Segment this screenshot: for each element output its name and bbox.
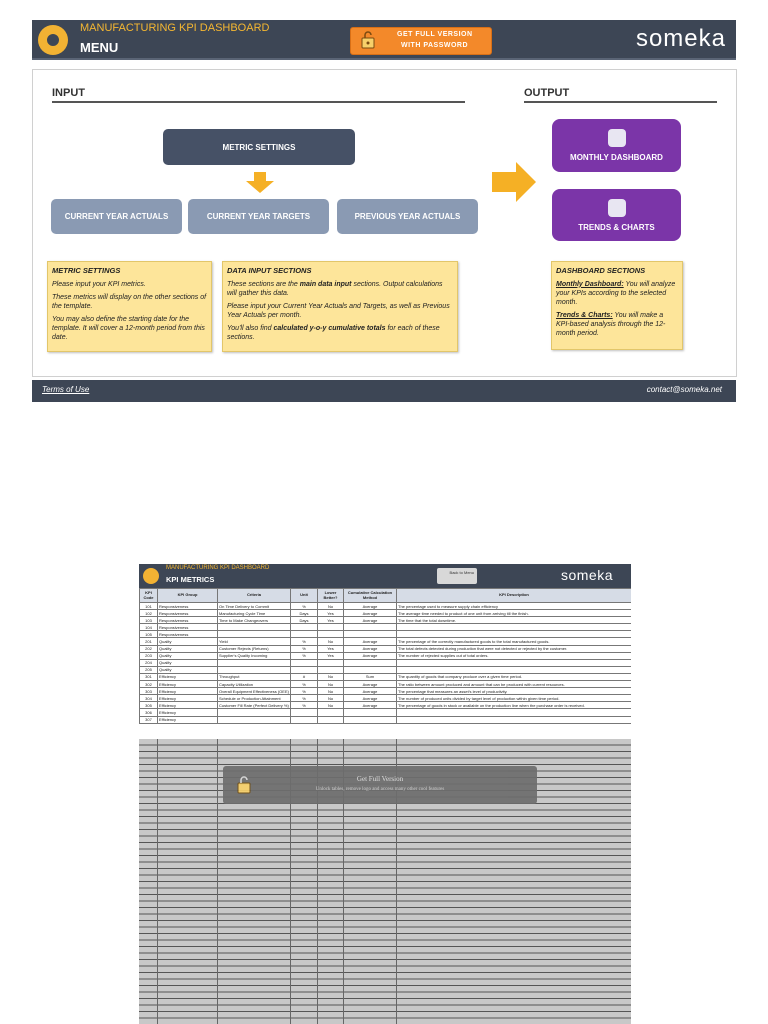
table-cell[interactable] bbox=[291, 631, 318, 638]
table-cell[interactable]: 307 bbox=[140, 716, 158, 723]
arrow-down-icon bbox=[245, 172, 275, 194]
table-cell[interactable]: No bbox=[318, 688, 344, 695]
table-cell[interactable]: 201 bbox=[140, 638, 158, 645]
full-version-label-2: WITH PASSWORD bbox=[401, 42, 469, 49]
table-cell[interactable] bbox=[344, 709, 397, 716]
arrow-right-icon bbox=[492, 162, 538, 202]
table-cell[interactable]: The quantity of goods that company produce over a given time period. bbox=[397, 673, 632, 680]
note-text: You'll also find calculated y-o-y cumulative totals for each of these sections. bbox=[227, 325, 440, 342]
table-cell[interactable]: Time to Make Changeovers bbox=[218, 617, 291, 624]
note-text: These sections are the main data input sections. Output calculations will gather this data. bbox=[227, 280, 443, 297]
table-cell[interactable]: Quality bbox=[158, 659, 218, 666]
table-cell[interactable]: The percentage of the correctly manufactured goods to the total manufactured goods. bbox=[397, 638, 632, 645]
table-cell[interactable]: Average bbox=[344, 603, 397, 610]
brand-logo[interactable]: someka bbox=[635, 25, 726, 52]
table-cell[interactable]: The ratio between amount produced and amount that can be produced with current resources. bbox=[397, 681, 632, 688]
table-row bbox=[140, 688, 632, 695]
table-cell[interactable] bbox=[318, 709, 344, 716]
table-cell[interactable]: 304 bbox=[140, 695, 158, 702]
table-cell[interactable]: Throughput bbox=[218, 673, 291, 680]
header-underline bbox=[32, 58, 736, 60]
table-cell[interactable]: Efficiency bbox=[158, 716, 218, 723]
column-header: KPI Code bbox=[140, 589, 158, 603]
app-header bbox=[32, 20, 736, 60]
metric-settings-button[interactable]: METRIC SETTINGS bbox=[163, 129, 355, 165]
table-cell[interactable]: Efficiency bbox=[158, 688, 218, 695]
current-year-actuals-button[interactable]: CURRENT YEAR ACTUALS bbox=[51, 199, 182, 234]
table-cell[interactable]: On Time Delivery to Commit bbox=[218, 603, 291, 610]
table-cell[interactable]: The total defects detected during production that were not detected or rejected by the customer. bbox=[397, 645, 632, 652]
table-cell[interactable]: Average bbox=[344, 652, 397, 659]
column-header: KPI Description bbox=[397, 589, 632, 603]
trends-charts-button[interactable] bbox=[552, 189, 681, 241]
menu-panel bbox=[32, 69, 737, 377]
table-cell[interactable]: Quality bbox=[158, 638, 218, 645]
terms-of-use-link[interactable]: Terms of Use bbox=[42, 385, 90, 394]
table-row bbox=[140, 645, 632, 652]
lock-icon bbox=[361, 31, 375, 49]
table-cell[interactable]: Responsiveness bbox=[158, 617, 218, 624]
table-cell[interactable]: Yield bbox=[218, 638, 291, 645]
get-full-version-button[interactable] bbox=[350, 27, 492, 55]
note-text: Please input your Current Year Actuals and Targets, as well as Previous Year Actuals per month. bbox=[227, 302, 450, 320]
table-cell[interactable] bbox=[344, 624, 397, 631]
table-row bbox=[140, 695, 632, 702]
table-cell[interactable]: 102 bbox=[140, 610, 158, 617]
table-cell[interactable]: Quality bbox=[158, 666, 218, 673]
table-cell[interactable]: 302 bbox=[140, 681, 158, 688]
table-cell[interactable]: Efficiency bbox=[158, 673, 218, 680]
back-to-menu-button[interactable]: Back to Menu bbox=[437, 568, 477, 584]
output-heading: OUTPUT bbox=[524, 87, 570, 99]
table-cell[interactable]: Days bbox=[291, 610, 318, 617]
trends-charts-label: TRENDS & CHARTS bbox=[578, 222, 655, 232]
table-cell[interactable]: The percentage used to measure supply chain efficiency bbox=[397, 603, 632, 610]
input-divider bbox=[52, 101, 465, 103]
table-cell[interactable]: Efficiency bbox=[158, 695, 218, 702]
table-cell[interactable]: Yes bbox=[318, 617, 344, 624]
column-header: Unit bbox=[291, 589, 318, 603]
gear-logo-icon bbox=[38, 25, 68, 55]
table-cell[interactable] bbox=[291, 716, 318, 723]
table-cell[interactable]: Average bbox=[344, 617, 397, 624]
input-heading: INPUT bbox=[52, 87, 85, 99]
table-row bbox=[140, 702, 632, 709]
column-header: KPI Group bbox=[158, 589, 218, 603]
table-row bbox=[140, 681, 632, 688]
table-cell[interactable] bbox=[218, 666, 291, 673]
table-cell[interactable]: 203 bbox=[140, 652, 158, 659]
table-cell[interactable] bbox=[318, 659, 344, 666]
table-cell[interactable]: The average time needed to product of one unit from arriving till the finish. bbox=[397, 610, 632, 617]
table-cell[interactable]: Customer Fill Rate (Perfect Delivery %) bbox=[219, 702, 289, 708]
table-row bbox=[140, 716, 632, 723]
table-cell[interactable]: Supplier's Quality Incoming bbox=[218, 652, 291, 659]
overlay-subtitle: Unlock tables, remove logo and access many other cool features bbox=[315, 787, 445, 792]
page-title: MENU bbox=[80, 40, 119, 55]
table-cell[interactable]: No bbox=[318, 702, 344, 709]
table-row bbox=[140, 673, 632, 680]
table-cell[interactable] bbox=[397, 631, 632, 638]
table-cell[interactable] bbox=[291, 709, 318, 716]
table-cell[interactable]: Average bbox=[344, 638, 397, 645]
table-row bbox=[140, 631, 632, 638]
table-cell[interactable]: 306 bbox=[140, 709, 158, 716]
table-cell[interactable] bbox=[397, 659, 632, 666]
gear-logo-icon bbox=[143, 568, 159, 584]
table-cell[interactable]: Sum bbox=[344, 673, 397, 680]
table-cell[interactable]: Average bbox=[344, 681, 397, 688]
table-cell[interactable]: % bbox=[291, 702, 318, 709]
table-cell[interactable]: Yes bbox=[318, 610, 344, 617]
table-cell[interactable]: 205 bbox=[140, 666, 158, 673]
table-cell[interactable] bbox=[218, 631, 291, 638]
table-cell[interactable]: Efficiency bbox=[158, 702, 218, 709]
table-cell[interactable] bbox=[318, 666, 344, 673]
table-cell[interactable]: Average bbox=[344, 645, 397, 652]
table-cell[interactable] bbox=[397, 716, 632, 723]
table-cell[interactable] bbox=[344, 666, 397, 673]
note-title: DATA INPUT SECTIONS bbox=[227, 266, 312, 275]
table-row bbox=[140, 652, 632, 659]
table-row bbox=[140, 603, 632, 610]
previous-year-actuals-button[interactable]: PREVIOUS YEAR ACTUALS bbox=[337, 199, 478, 234]
monthly-dashboard-label: MONTHLY DASHBOARD bbox=[570, 153, 663, 162]
table-row bbox=[140, 666, 632, 673]
table-cell[interactable]: 202 bbox=[140, 645, 158, 652]
sheet-title: KPI METRICS bbox=[166, 575, 215, 584]
monthly-dashboard-button[interactable] bbox=[552, 119, 681, 172]
table-cell[interactable]: Responsiveness bbox=[158, 631, 218, 638]
table-cell[interactable]: Days bbox=[291, 617, 318, 624]
table-cell[interactable]: Efficiency bbox=[158, 681, 218, 688]
full-version-label-1: GET FULL VERSION bbox=[397, 31, 473, 38]
table-cell[interactable]: No bbox=[318, 638, 344, 645]
table-cell[interactable]: 104 bbox=[140, 624, 158, 631]
table-cell[interactable] bbox=[318, 624, 344, 631]
table-cell[interactable]: Overall Equipment Effectiveness (OEE) bbox=[219, 688, 289, 694]
column-header: Criteria bbox=[218, 589, 291, 603]
table-cell[interactable] bbox=[291, 659, 318, 666]
table-cell[interactable]: 305 bbox=[140, 702, 158, 709]
table-cell[interactable]: Responsiveness bbox=[158, 610, 218, 617]
note-text: Monthly Dashboard: You will analyze your KPIs according to the selected month. bbox=[556, 280, 676, 306]
table-cell[interactable] bbox=[291, 666, 318, 673]
note-text: Trends & Charts: You will make a KPI-based analysis through the 12-month period. bbox=[556, 312, 666, 338]
table-cell[interactable]: No bbox=[318, 681, 344, 688]
dashboard-icon bbox=[608, 129, 626, 147]
table-row bbox=[140, 624, 632, 631]
kpi-metrics-sheet bbox=[139, 564, 631, 1024]
table-cell[interactable] bbox=[218, 659, 291, 666]
table-cell[interactable] bbox=[344, 716, 397, 723]
note-title: DASHBOARD SECTIONS bbox=[556, 266, 646, 275]
note-text: These metrics will display on the other sections of the template. bbox=[52, 293, 207, 310]
table-cell[interactable] bbox=[397, 709, 632, 716]
table-cell[interactable]: No bbox=[318, 603, 344, 610]
note-text: You may also define the starting date for the template. It will cover a 12-month period from this date. bbox=[52, 316, 205, 342]
table-cell[interactable] bbox=[318, 631, 344, 638]
table-cell[interactable] bbox=[344, 631, 397, 638]
contact-email[interactable]: contact@someka.net bbox=[646, 385, 722, 394]
table-cell[interactable]: % bbox=[291, 688, 318, 695]
app-title: MANUFACTURING KPI DASHBOARD bbox=[80, 22, 270, 34]
brand-logo: someka bbox=[560, 567, 613, 583]
table-cell[interactable]: Schedule or Production Attainment bbox=[218, 695, 291, 702]
table-cell[interactable]: The percentage that measures an asset's level of productivity. bbox=[397, 688, 632, 695]
current-year-targets-button[interactable]: CURRENT YEAR TARGETS bbox=[188, 199, 329, 234]
table-cell[interactable] bbox=[218, 624, 291, 631]
table-cell[interactable]: Quality bbox=[158, 645, 218, 652]
table-row bbox=[140, 638, 632, 645]
table-cell[interactable]: Average bbox=[344, 688, 397, 695]
table-cell[interactable] bbox=[291, 624, 318, 631]
table-cell[interactable]: # bbox=[291, 673, 318, 680]
table-cell[interactable]: Average bbox=[344, 695, 397, 702]
table-cell[interactable]: % bbox=[291, 603, 318, 610]
table-cell[interactable]: % bbox=[291, 695, 318, 702]
sheet-header bbox=[139, 564, 631, 588]
sheet-app-title: MANUFACTURING KPI DASHBOARD bbox=[166, 565, 270, 571]
table-row bbox=[140, 659, 632, 666]
table-cell[interactable]: No bbox=[318, 695, 344, 702]
table-cell[interactable]: 105 bbox=[140, 631, 158, 638]
output-divider bbox=[524, 101, 717, 103]
table-cell[interactable] bbox=[397, 666, 632, 673]
table-cell[interactable]: % bbox=[291, 638, 318, 645]
column-header: Lower Better? bbox=[318, 589, 344, 603]
table-row bbox=[140, 610, 632, 617]
table-cell[interactable]: The number of rejected supplies out of total orders. bbox=[397, 652, 632, 659]
table-cell[interactable]: Efficiency bbox=[158, 709, 218, 716]
table-cell[interactable]: % bbox=[291, 652, 318, 659]
table-cell[interactable]: The time that the total downtime. bbox=[397, 617, 632, 624]
table-cell[interactable] bbox=[397, 624, 632, 631]
metric-settings-note bbox=[47, 261, 212, 352]
table-cell[interactable]: 303 bbox=[140, 688, 158, 695]
table-cell[interactable]: 301 bbox=[140, 673, 158, 680]
table-cell[interactable]: Responsiveness bbox=[158, 603, 218, 610]
table-cell[interactable]: % bbox=[291, 645, 318, 652]
table-cell[interactable]: 101 bbox=[140, 603, 158, 610]
table-cell[interactable] bbox=[218, 716, 291, 723]
note-text: Please input your KPI metrics. bbox=[52, 280, 146, 288]
table-cell[interactable]: Manufacturing Cycle Time bbox=[218, 610, 291, 617]
table-row bbox=[140, 617, 632, 624]
overlay-title: Get Full Version bbox=[356, 775, 404, 783]
table-cell[interactable]: Customer Rejects (Returns) bbox=[218, 645, 291, 652]
table-cell[interactable]: Average bbox=[344, 702, 397, 709]
kpi-table bbox=[139, 588, 631, 724]
table-header-row bbox=[140, 589, 632, 603]
table-cell[interactable]: Capacity Utilization bbox=[218, 681, 291, 688]
table-cell[interactable] bbox=[318, 716, 344, 723]
note-title: METRIC SETTINGS bbox=[52, 266, 121, 275]
table-cell[interactable] bbox=[344, 659, 397, 666]
table-cell[interactable]: 204 bbox=[140, 659, 158, 666]
table-cell[interactable]: No bbox=[318, 673, 344, 680]
table-cell[interactable] bbox=[218, 709, 291, 716]
table-cell[interactable]: The percentage of goods in stock or available on the production line when the purchase order is received. bbox=[397, 702, 632, 709]
dashboard-sections-note bbox=[551, 261, 683, 350]
table-cell[interactable]: Quality bbox=[158, 652, 218, 659]
table-cell[interactable]: Responsiveness bbox=[158, 624, 218, 631]
table-cell[interactable]: Average bbox=[344, 610, 397, 617]
column-header: Cumulative Calculation Method bbox=[344, 589, 397, 603]
table-cell[interactable]: % bbox=[291, 681, 318, 688]
get-full-version-overlay[interactable] bbox=[223, 766, 537, 804]
footer bbox=[32, 380, 736, 402]
table-cell[interactable]: Yes bbox=[318, 652, 344, 659]
table-cell[interactable]: 103 bbox=[140, 617, 158, 624]
data-input-note bbox=[222, 261, 458, 352]
table-cell[interactable]: Yes bbox=[318, 645, 344, 652]
chart-icon bbox=[608, 199, 626, 217]
table-row bbox=[140, 709, 632, 716]
table-cell[interactable]: The number of produced units divided by target level of production within given time period. bbox=[397, 695, 632, 702]
